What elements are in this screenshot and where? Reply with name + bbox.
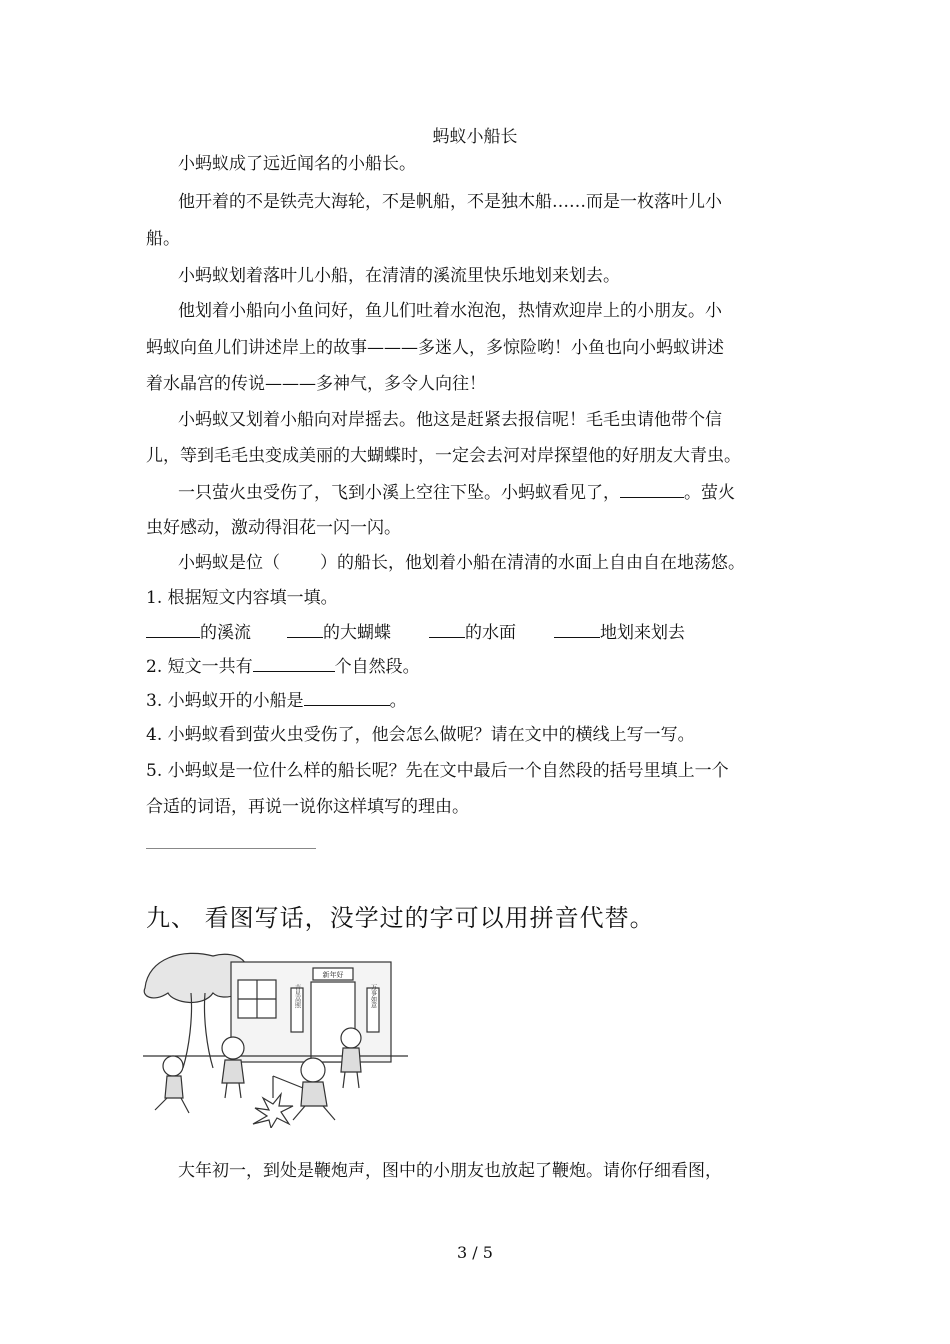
paragraph-3: 小蚂蚁划着落叶儿小船，在清清的溪流里快乐地划来划去。 bbox=[178, 266, 620, 286]
blank-4-label: 地划来划去 bbox=[600, 623, 685, 643]
paragraph-6-text-before: 一只萤火虫受伤了，飞到小溪上空往下坠。小蚂蚁看见了， bbox=[178, 483, 620, 503]
question-2-text-before: 2. 短文一共有 bbox=[146, 657, 253, 677]
section-9-heading: 九、 看图写话，没学过的字可以用拼音代替。 bbox=[146, 904, 655, 932]
tree-trunk bbox=[183, 993, 213, 1068]
girl-body bbox=[222, 1060, 244, 1083]
paragraph-6-line-2: 虫好感动，激动得泪花一闪一闪。 bbox=[146, 518, 401, 538]
paragraph-5-line-1: 小蚂蚁又划着小船向对岸摇去。他这是赶紧去报信呢！毛毛虫请他带个信 bbox=[178, 410, 722, 430]
blank-3[interactable] bbox=[429, 621, 465, 638]
sign-right-text: 万事如意 bbox=[369, 984, 377, 1008]
question-2-text-after: 个自然段。 bbox=[334, 657, 420, 677]
paragraph-6-line-1 bbox=[178, 481, 735, 504]
sign-left-text: 吉星高照 bbox=[293, 984, 301, 1008]
question-1: 1. 根据短文内容填一填。 bbox=[146, 588, 338, 608]
paragraph-2-line-1: 他开着的不是铁壳大海轮，不是帆船，不是独木船……而是一枚落叶儿小 bbox=[178, 192, 722, 212]
running-boy-head bbox=[163, 1056, 183, 1076]
question-2-blank[interactable] bbox=[253, 655, 335, 672]
question-4: 4. 小蚂蚁看到萤火虫受伤了，他会怎么做呢？请在文中的横线上写一写。 bbox=[146, 725, 695, 745]
blank-4[interactable] bbox=[554, 621, 600, 638]
passage-title: 蚂蚁小船长 bbox=[432, 127, 518, 147]
paragraph-4-line-3: 着水晶宫的传说———多神气，多令人向往！ bbox=[146, 374, 486, 394]
question-3-text-after: 。 bbox=[389, 691, 407, 711]
blank-3-label: 的水面 bbox=[465, 623, 516, 643]
paragraph-4-line-2: 蚂蚁向鱼儿们讲述岸上的故事———多迷人，多惊险哟！小鱼也向小蚂蚁讲述 bbox=[146, 338, 724, 358]
fill-in-blank-firefly[interactable] bbox=[620, 481, 684, 498]
question-1-blanks bbox=[146, 621, 685, 644]
sign-top-text: 新年好 bbox=[322, 971, 344, 979]
page-number: 3 / 5 bbox=[457, 1243, 493, 1262]
question-3-text-before: 3. 小蚂蚁开的小船是 bbox=[146, 691, 304, 711]
question-2 bbox=[146, 655, 420, 678]
picture-writing-prompt: 大年初一，到处是鞭炮声，图中的小朋友也放起了鞭炮。请你仔细看图， bbox=[178, 1161, 722, 1181]
blank-2[interactable] bbox=[287, 621, 323, 638]
question-5-line-1: 5. 小蚂蚁是一位什么样的船长呢？先在文中最后一个自然段的括号里填上一个 bbox=[146, 761, 729, 781]
paragraph-4-line-1: 他划着小船向小鱼问好，鱼儿们吐着水泡泡，热情欢迎岸上的小朋友。小 bbox=[178, 301, 722, 321]
paragraph-2-line-2: 船。 bbox=[146, 229, 180, 249]
cap-boy-body bbox=[341, 1048, 361, 1072]
question-3 bbox=[146, 689, 407, 712]
question-5-line-2: 合适的词语，再说一说你这样填写的理由。 bbox=[146, 797, 469, 817]
girl-head bbox=[222, 1037, 244, 1059]
blank-1-label: 的溪流 bbox=[200, 623, 251, 643]
paragraph-7 bbox=[178, 552, 745, 574]
cap-boy-head bbox=[341, 1028, 361, 1048]
paragraph-6-text-after: 。萤火 bbox=[684, 483, 735, 503]
running-boy-body bbox=[165, 1076, 183, 1098]
lighting-boy-body bbox=[301, 1082, 327, 1106]
firecracker-burst bbox=[253, 1094, 293, 1128]
paragraph-1: 小蚂蚁成了远近闻名的小船长。 bbox=[178, 154, 416, 174]
question-3-blank[interactable] bbox=[304, 689, 390, 706]
answer-line[interactable] bbox=[146, 848, 316, 849]
paragraph-5-line-2: 儿，等到毛毛虫变成美丽的大蝴蝶时，一定会去河对岸探望他的好朋友大青虫。 bbox=[146, 446, 741, 466]
blank-2-label: 的大蝴蝶 bbox=[323, 623, 391, 643]
paragraph-7-text-before: 小蚂蚁是位（ bbox=[178, 553, 280, 573]
new-year-illustration bbox=[143, 948, 408, 1128]
blank-1[interactable] bbox=[146, 621, 200, 638]
lighting-boy-head bbox=[301, 1058, 325, 1082]
paragraph-7-text-after: ）的船长，他划着小船在清清的水面上自由自在地荡悠。 bbox=[320, 553, 745, 573]
